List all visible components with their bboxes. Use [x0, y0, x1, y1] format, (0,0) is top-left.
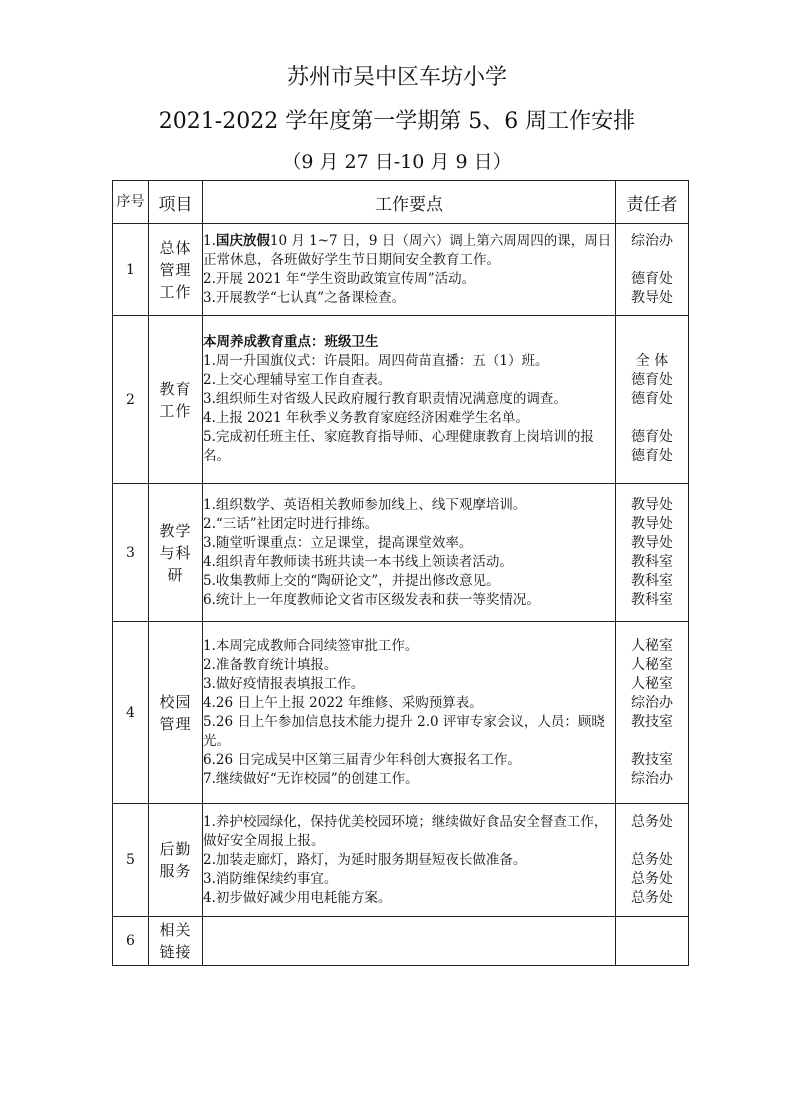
owner-entry: 人秘室 — [631, 656, 673, 673]
point-line: 3.做好疫情报表填报工作。 — [203, 675, 365, 692]
row-owners — [616, 316, 689, 484]
row-owners — [616, 917, 689, 966]
owner-entry: 人秘室 — [631, 637, 673, 654]
point-line: 7.继续做好“无诈校园”的创建工作。 — [203, 770, 419, 787]
owner-entry: 总务处 — [631, 813, 673, 830]
owner-entry: 教技室 — [631, 713, 673, 730]
table-row — [113, 622, 689, 804]
row-owners — [616, 804, 689, 917]
date-range: （9 月 27 日-10 月 9 日） — [282, 151, 512, 173]
table-row — [113, 804, 689, 917]
row-points — [203, 316, 616, 484]
school-name: 苏州市吴中区车坊小学 — [286, 65, 507, 90]
owner-entry: 总务处 — [631, 851, 673, 868]
owner-entry: 人秘室 — [631, 675, 673, 692]
owner-entry: 综治办 — [631, 233, 673, 249]
holiday-highlight: 国庆放假 — [215, 232, 270, 249]
header-owner: 责任者 — [616, 181, 689, 224]
header-seq: 序号 — [113, 181, 149, 224]
owner-entry: 总务处 — [631, 889, 673, 906]
owner-entry: 教科室 — [631, 553, 673, 570]
row-owners — [616, 484, 689, 622]
point-line: 4.初步做好减少用电耗能方案。 — [203, 889, 392, 906]
header-points: 工作要点 — [203, 181, 616, 224]
table-row — [113, 917, 689, 966]
row-item: 总体管理工作 — [149, 224, 203, 316]
point-line: 3.组织师生对省级人民政府履行教育职责情况满意度的调查。 — [203, 391, 567, 407]
point-line: 4.上报 2021 年秋季义务教育家庭经济困难学生名单。 — [203, 410, 529, 426]
point-line: 5.完成初任班主任、家庭教育指导师、心理健康教育上岗培训的报名。 — [203, 429, 594, 464]
row-owners — [616, 224, 689, 316]
point-line: 2.准备教育统计填报。 — [203, 656, 338, 673]
point-number: 1. — [203, 232, 216, 249]
row-seq: 2 — [113, 316, 149, 484]
row-owners — [616, 622, 689, 804]
owner-entry: 综治办 — [631, 770, 673, 787]
owner-entry — [616, 333, 688, 352]
owner-entry — [616, 251, 688, 270]
owner-entry: 德育处 — [631, 271, 673, 287]
row-seq: 1 — [113, 224, 149, 316]
point-line: 1.组织数学、英语相关教师参加线上、线下观摩培训。 — [203, 496, 527, 513]
owner-entry: 德育处 — [631, 372, 673, 388]
owner-entry: 综治办 — [631, 694, 673, 711]
point-line: 2.上交心理辅导室工作自查表。 — [203, 372, 392, 388]
owner-entry — [616, 732, 688, 751]
owner-entry: 德育处 — [631, 429, 673, 445]
point-line: 3.开展教学“七认真”之备课检查。 — [203, 289, 406, 306]
owner-entry: 德育处 — [631, 391, 673, 407]
row-seq: 4 — [113, 622, 149, 804]
table-row — [113, 316, 689, 484]
owner-entry: 总务处 — [631, 870, 673, 887]
point-line: 3.消防维保续约事宜。 — [203, 870, 338, 887]
point-line: 4.组织青年教师读书班共读一本书线上领读者活动。 — [203, 553, 513, 570]
owner-entry: 教导处 — [631, 515, 673, 532]
point-text: 10 月 1~7 日，9 日（周六）调上第六周周四的课，周日正常休息，各班做好学生节日期间安全教育工作。 — [203, 232, 612, 268]
point-line: 5.26 日上午参加信息技术能力提升 2.0 评审专家会议，人员：顾晓光。 — [203, 713, 605, 749]
table-row — [113, 224, 689, 316]
point-line: 2.加装走廊灯，路灯，为延时服务期昼短夜长做准备。 — [203, 851, 527, 868]
owner-entry: 德育处 — [631, 448, 673, 464]
row-item: 教育工作 — [149, 316, 203, 484]
schedule-table — [112, 180, 689, 966]
row-seq: 5 — [113, 804, 149, 917]
point-line — [203, 232, 615, 270]
row-seq: 3 — [113, 484, 149, 622]
point-line: 1.养护校园绿化，保持优美校园环境；继续做好食品安全督查工作，做好安全周报上报。 — [203, 813, 608, 849]
point-line: 4.26 日上午上报 2022 年维修、采购预算表。 — [203, 694, 483, 711]
header-row — [113, 181, 689, 224]
point-line: 本周养成教育重点：班级卫生 — [203, 334, 379, 350]
owner-entry: 教导处 — [631, 496, 673, 513]
owner-entry — [616, 832, 688, 851]
owner-entry: 教技室 — [631, 751, 673, 768]
row-points — [203, 484, 616, 622]
point-line: 6.统计上一年度教师论文省市区级发表和获一等奖情况。 — [203, 591, 540, 608]
plan-title: 2021-2022 学年度第一学期第 5、6 周工作安排 — [158, 109, 636, 134]
owner-entry: 教科室 — [631, 591, 673, 608]
owner-entry: 教导处 — [631, 534, 673, 551]
owner-entry — [616, 409, 688, 428]
owner-entry: 全 体 — [635, 353, 669, 369]
row-item: 后勤服务 — [149, 804, 203, 917]
schedule-body — [113, 224, 689, 966]
point-line: 1.本周完成教师合同续签审批工作。 — [203, 637, 419, 654]
row-seq: 6 — [113, 917, 149, 966]
point-line: 2.开展 2021 年“学生资助政策宣传周”活动。 — [203, 270, 476, 287]
row-item: 教学与科研 — [149, 484, 203, 622]
row-points — [203, 804, 616, 917]
header-item: 项目 — [149, 181, 203, 224]
point-line: 2.“三话”社团定时进行排练。 — [203, 515, 379, 532]
owner-entry: 教导处 — [631, 290, 673, 306]
row-points — [203, 622, 616, 804]
point-line: 1.周一升国旗仪式：许晨阳。周四荷苗直播：五（1）班。 — [203, 353, 549, 369]
table-row — [113, 484, 689, 622]
row-item: 相关链接 — [149, 917, 203, 966]
row-points — [203, 917, 616, 966]
row-item: 校园管理 — [149, 622, 203, 804]
point-line: 3.随堂听课重点：立足课堂，提高课堂效率。 — [203, 534, 473, 551]
owner-entry: 教科室 — [631, 572, 673, 589]
point-line: 6.26 日完成吴中区第三届青少年科创大赛报名工作。 — [203, 751, 521, 768]
point-line: 5.收集教师上交的“陶研论文”，并提出修改意见。 — [203, 572, 500, 589]
row-points — [203, 224, 616, 316]
